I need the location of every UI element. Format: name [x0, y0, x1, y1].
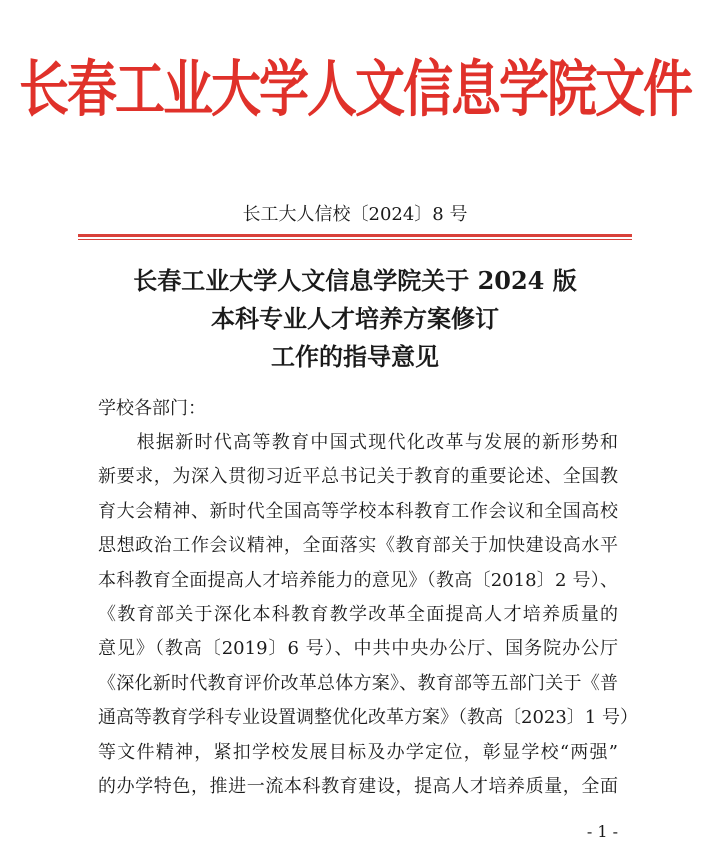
title-line-2: 本科专业人才培养方案修订: [211, 304, 499, 333]
body-line: 意见》（教高〔2019〕6 号）、中共中央办公厅、国务院办公厅: [98, 638, 618, 660]
body-line: 的办学特色，推进一流本科教育建设，提高人才培养质量，全面: [98, 775, 618, 797]
body-line: 《深化新时代教育评价改革总体方案》、教育部等五部门关于《普: [98, 672, 618, 694]
document-number: 长工大人信校〔2024〕8 号: [242, 204, 468, 225]
red-divider-thick: [78, 234, 632, 237]
body-line: 思想政治工作会议精神，全面落实《教育部关于加快建设高水平: [98, 535, 618, 557]
body-line: 根据新时代高等教育中国式现代化改革与发展的新形势和: [98, 432, 618, 453]
salutation: 学校各部门：: [98, 398, 206, 419]
title-line-3: 工作的指导意见: [271, 342, 439, 371]
red-divider-thin: [78, 239, 632, 240]
document-body: [98, 426, 638, 804]
body-line: 新要求，为深入贯彻习近平总书记关于教育的重要论述、全国教: [98, 466, 618, 488]
body-line: 通高等教育学科专业设置调整优化改革方案》（教高〔2023〕1 号）: [98, 707, 638, 729]
body-line: 育大会精神、新时代全国高等学校本科教育工作会议和全国高校: [98, 500, 618, 522]
body-line: 等文件精神，紧扣学校发展目标及办学定位，彰显学校“两强”: [98, 741, 618, 763]
body-line: 《教育部关于深化本科教育教学改革全面提高人才培养质量的: [98, 603, 618, 625]
document-title: [0, 262, 710, 376]
page-number: - 1 -: [586, 822, 618, 841]
title-line-1: 长春工业大学人文信息学院关于 2024 版: [133, 266, 577, 295]
document-masthead: 长春工业大学人文信息学院文件: [19, 53, 691, 125]
body-line: 本科教育全面提高人才培养能力的意见》（教高〔2018〕2 号）、: [98, 569, 618, 591]
